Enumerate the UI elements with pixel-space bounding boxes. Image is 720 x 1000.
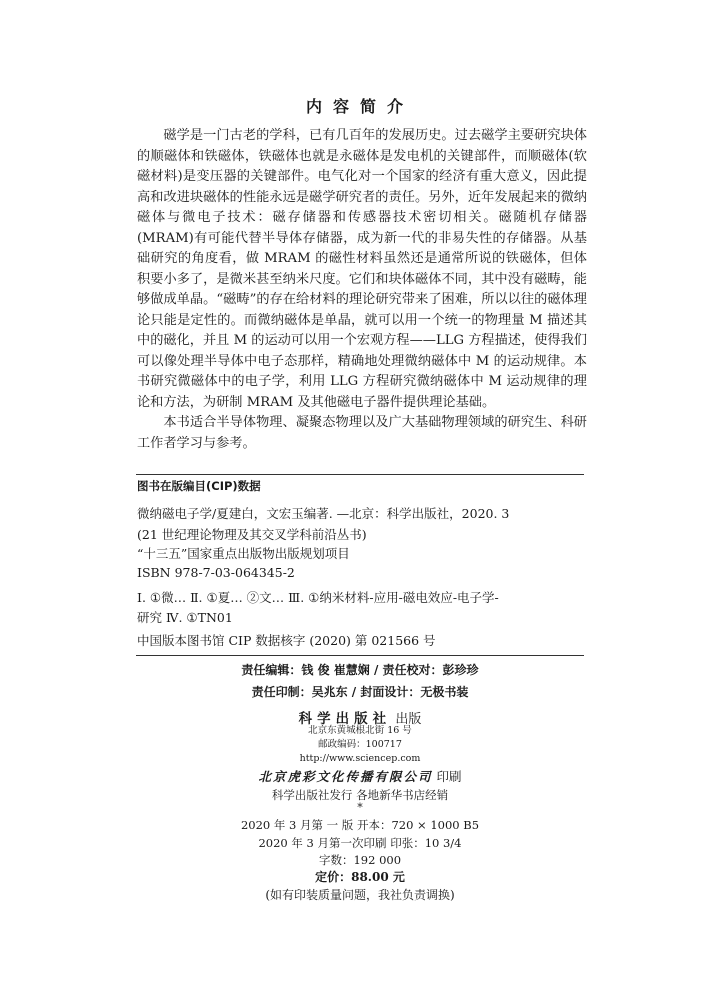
credits-line-1 bbox=[0, 661, 720, 678]
cip-classification-line: Ⅰ. ①微… Ⅱ. ①夏… ②文… Ⅲ. ①纳米材料-应用-磁电效应-电子学- bbox=[137, 590, 499, 605]
cip-isbn: ISBN 978-7-03-064345-2 bbox=[137, 565, 295, 580]
cover-designer: 封面设计：无极书装 bbox=[360, 685, 469, 699]
cip-bottom-rule bbox=[136, 655, 584, 656]
page-title: 内容简介 bbox=[305, 97, 414, 116]
cip-series-line: (21 世纪理论物理及其交叉学科前沿丛书) bbox=[137, 527, 367, 542]
printer-name: 北京虎彩文化传播有限公司 bbox=[258, 769, 433, 784]
credits-separator: / bbox=[351, 685, 357, 699]
printing-line: 2020 年 3 月第一次印刷 印张：10 3/4 bbox=[258, 836, 462, 850]
credits-separator: / bbox=[373, 663, 379, 677]
cip-title-line: 微纳磁电子学/夏建白，文宏玉编著. —北京：科学出版社，2020. 3 bbox=[137, 506, 510, 521]
publisher-name: 科学出版社 bbox=[298, 711, 392, 727]
publisher-suffix: 出版 bbox=[395, 712, 422, 727]
printer-suffix: 印刷 bbox=[436, 769, 462, 784]
distribution-line: 科学出版社发行 各地新华书店经销 bbox=[271, 788, 449, 802]
publisher-url: http://www.sciencep.com bbox=[299, 753, 421, 764]
intro-paragraph-2: 本书适合半导体物理、凝聚态物理以及广大基础物理领域的研究生、科研工作者学习与参考。 bbox=[137, 415, 587, 451]
cip-record-number: 中国版本图书馆 CIP 数据核字 (2020) 第 021566 号 bbox=[137, 633, 436, 648]
printer-line bbox=[0, 767, 720, 785]
intro-text bbox=[137, 126, 587, 454]
cip-project-line: “十三五”国家重点出版物出版规划项目 bbox=[137, 546, 350, 561]
edition-line: 2020 年 3 月第 一 版 开本：720 × 1000 B5 bbox=[240, 818, 480, 832]
cip-header: 图书在版编目(CIP)数据 bbox=[137, 479, 261, 493]
proofreader: 责任校对：彭珍珍 bbox=[382, 663, 479, 677]
publisher-address: 北京东黄城根北街 16 号 bbox=[308, 725, 412, 736]
separator-star: * bbox=[357, 801, 363, 814]
quality-note: (如有印装质量问题，我社负责调换) bbox=[265, 888, 455, 902]
publisher-postcode: 邮政编码：100717 bbox=[318, 739, 402, 750]
editors: 责任编辑：钱 俊 崔慧娴 bbox=[241, 663, 370, 677]
credits-line-2 bbox=[0, 683, 720, 700]
cip-top-rule bbox=[136, 474, 584, 475]
intro-paragraph-1: 磁学是一门古老的学科，已有几百年的发展历史。过去磁学主要研究块体的顺磁体和铁磁体，铁磁体也就是永磁体是发电机的关键部件，而顺磁体(软磁材料)是变压器的关键部件。电气化对一个国家的经济有重大意义，因此提高和改进块磁体的性能永远是磁学研究者的责任。另外，近年发展起来的微纳磁体与微电子技术：磁存储器和传感器技术密切相关。磁随机存储器(MRAM)有可能代替半导体存储器，成为新一代的非易失性的存储器。从基础研究的角度看，做 MRAM 的磁性材料虽然还是通常所说的铁磁体，但体积要小多了，是微米甚至纳米尺度。它们和块体磁体不同，其中没有磁畴，能够做成单晶。“磁畴”的存在给材料的理论研究带来了困难，所以以往的磁体理论只能是定性的。而微纳磁体是单晶，就可以用一个统一的物理量 M 描述其中的磁化，并且 M 的运动可以用一个宏观方程——LLG 方程描述，使得我们可以像处理半导体中电子态那样，精确地处理微纳磁体中 M 的运动规律。本书研究微磁体中的电子学，利用 LLG 方程研究微纳磁体中 M 运动规律的理论和方法，为研制 MRAM 及其他磁电子器件提供理论基础。 bbox=[137, 128, 587, 410]
print-manager: 责任印制：吴兆东 bbox=[251, 685, 348, 699]
word-count: 字数：192 000 bbox=[318, 853, 402, 867]
price: 定价：88.00 元 bbox=[315, 870, 405, 884]
cip-classification-line-2: 研究 Ⅳ. ①TN01 bbox=[137, 610, 233, 625]
